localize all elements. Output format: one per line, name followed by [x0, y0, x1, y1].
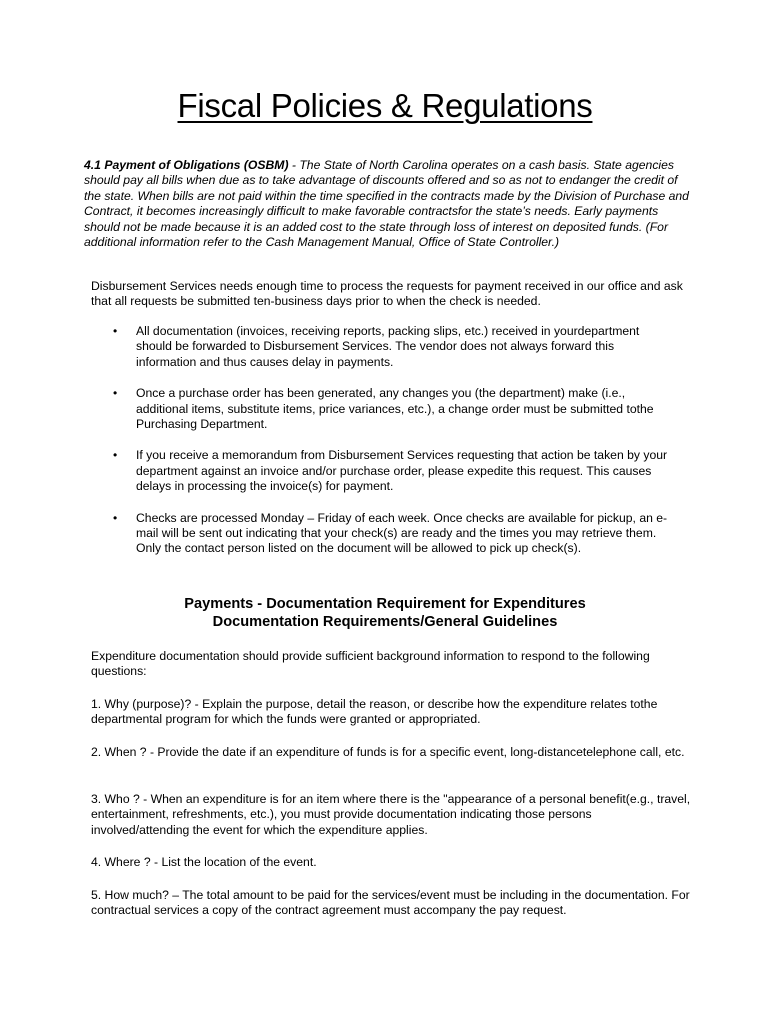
- question-when: 2. When ? - Provide the date if an expenditure of funds is for a specific event, long-distancetelephone call, etc.: [91, 745, 685, 759]
- disbursement-intro: Disbursement Services needs enough time to process the requests for payment received in our office and ask that all requests be submitted ten-business days prior to when the check is needed.: [91, 279, 683, 309]
- bullet-list: [91, 324, 671, 557]
- section-4-1-text: - The State of North Carolina operates on a cash basis. State agencies should pay all bills when due as to take advantage of discounts offered and so as not to endanger the credit of the state. When bills are not paid within the time specified in the contracts made by the Division of Purchase and Contract, it becomes increasingly difficult to make favorable contractsfor the state’s needs. Early payments should not be made because it is an added cost to the state through loss of interest on deposited funds. (For additional information refer to the Cash Management Manual, Office of State Controller.): [84, 158, 689, 250]
- question-how-much: 5. How much? – The total amount to be paid for the services/event must be including in the documentation. For contractual services a copy of the contract agreement must accompany the pay request.: [91, 888, 690, 918]
- section-4-1-lead: 4.1 Payment of Obligations (OSBM): [84, 158, 289, 172]
- question-where: 4. Where ? - List the location of the event.: [91, 855, 317, 869]
- list-item: • Once a purchase order has been generated, any changes you (the department) make (i.e., additional items, substitute items, price variances, etc.), a change order must be submitted tothe Purchasing Department.: [91, 386, 671, 432]
- section-4-1-paragraph: [84, 158, 694, 250]
- section-heading-1: Payments - Documentation Requirement for Expenditures: [184, 596, 586, 612]
- question-who: 3. Who ? - When an expenditure is for an item where there is the "appearance of a personal benefit(e.g., travel, entertainment, refreshments, etc.), you must provide documentation indicating those persons involved/attending the event for which the expenditure applies.: [91, 792, 691, 837]
- section-heading-2: Documentation Requirements/General Guidelines: [212, 614, 558, 630]
- list-item: • All documentation (invoices, receiving reports, packing slips, etc.) received in yourdepartment should be forwarded to Disbursement Services. The vendor does not always forward this information and thus causes delay in payments.: [91, 324, 671, 370]
- page-title: Fiscal Policies & Regulations: [177, 87, 593, 124]
- list-item: • Checks are processed Monday – Friday of each week. Once checks are available for pickup, an e-mail will be sent out indicating that your check(s) are ready and the times you may retrieve them. Only the contact person listed on the document will be allowed to pick up check(s).: [91, 511, 671, 557]
- expenditure-intro: Expenditure documentation should provide sufficient background information to respond to the following questions:: [91, 649, 650, 679]
- list-item: • If you receive a memorandum from Disbursement Services requesting that action be taken by your department against an invoice and/or purchase order, please expedite this request. This causes delays in processing the invoice(s) for payment.: [91, 448, 671, 494]
- question-why: 1. Why (purpose)? - Explain the purpose, detail the reason, or describe how the expenditure relates tothe departmental program for which the funds were granted or appropriated.: [91, 697, 658, 727]
